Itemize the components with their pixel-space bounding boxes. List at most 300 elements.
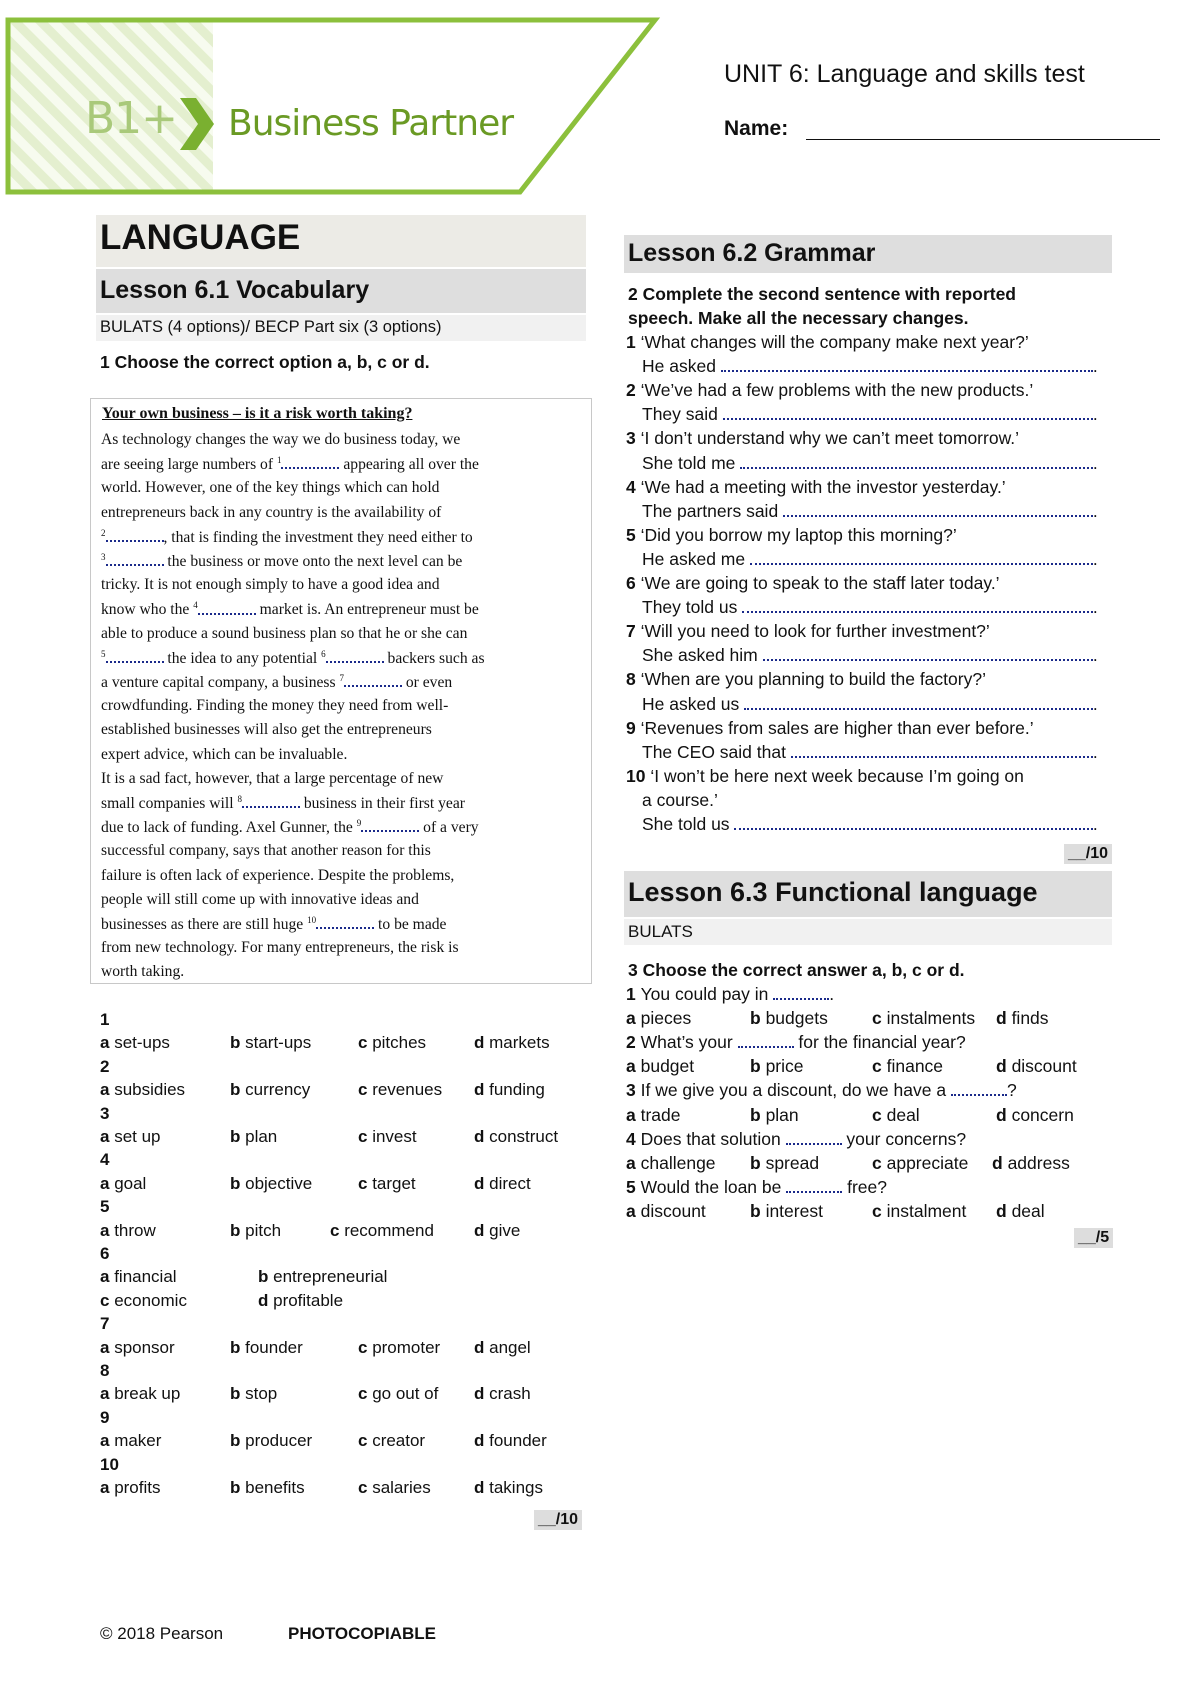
passage-text-run: of a very [419,819,479,837]
stem-text: . [829,984,835,1004]
option-letter: b [750,1056,766,1077]
option-text: construct [489,1127,559,1146]
option-letter: a [626,1200,641,1221]
lesson-subtitle-bar [96,315,586,341]
option-letter: d [474,1431,490,1451]
answer-option[interactable] [230,1384,277,1404]
option-text: give [489,1220,521,1240]
option-letter: a [100,1127,115,1146]
passage-text-run: the idea to any potential [163,649,322,667]
option-letter: a [100,1384,115,1404]
option-letter: a [100,1267,115,1287]
passage-text-run: small companies will [101,795,238,813]
answer-option[interactable] [358,1127,417,1147]
quote-text: ‘I don’t understand why we can’t meet tomorrow.’ [640,428,1019,449]
item-number: 2 [626,380,641,401]
option-letter: d [996,1056,1012,1077]
answer-option[interactable] [258,1267,387,1287]
answer-option[interactable] [474,1338,531,1358]
answer-option[interactable] [750,1153,819,1174]
answer-option[interactable] [230,1478,305,1498]
grammar-quote [626,477,1006,498]
end-period: . [1092,548,1098,569]
option-text: invest [372,1127,417,1146]
answer-gap[interactable] [106,528,164,542]
answer-option[interactable] [474,1431,547,1451]
answer-option[interactable] [100,1338,175,1358]
passage-text-run: are seeing large numbers of [101,456,277,474]
quote-text: ‘Will you need to look for further investment?’ [640,621,990,642]
section-heading-language [96,215,586,267]
answer-option[interactable] [872,1056,943,1077]
passage-line [101,746,347,764]
option-text: budgets [765,1008,828,1029]
quote-text: ‘We’ve had a few problems with the new products.’ [640,380,1034,401]
passage-text-run: tricky. It is not enough simply to have a good idea and [101,576,440,594]
answer-option[interactable] [358,1384,438,1404]
answer-option[interactable] [358,1338,440,1358]
item-number: 6 [626,573,641,593]
option-letter: b [230,1220,246,1240]
answer-option[interactable] [358,1174,416,1194]
answer-option[interactable] [100,1080,185,1100]
end-period: . [1092,693,1098,714]
answer-option[interactable] [750,1105,799,1126]
passage-text-run: appearing all over the [339,456,479,474]
answer-option[interactable] [230,1127,277,1147]
answer-option[interactable] [100,1221,156,1241]
answer-option[interactable] [872,1201,966,1222]
passage-text-run: able to produce a sound business plan so that he or she can [101,624,468,642]
answer-option[interactable] [626,1008,691,1029]
name-label: Name: [724,117,789,140]
option-text: revenues [372,1080,443,1100]
stem-text: free? [842,1176,887,1197]
answer-gap[interactable] [344,673,402,687]
grammar-answer-line [642,501,1098,522]
passage-line [101,431,460,449]
answer-option[interactable] [474,1033,550,1053]
grammar-quote-cont: a course.’ [642,789,718,810]
answer-option[interactable] [100,1127,161,1147]
item-number: 3 [626,1080,641,1101]
grammar-answer-line [642,645,1098,666]
gap-number: 1 [276,455,282,466]
lesson-title: Lesson 6.1 Vocabulary [100,276,370,304]
item-number: 1 [626,984,641,1004]
lead-text: She told us [642,814,735,834]
answer-option[interactable] [358,1431,425,1451]
option-text: pitch [245,1220,282,1240]
item-number: 2 [626,1032,641,1053]
answer-option[interactable] [100,1174,146,1194]
passage-line [101,649,485,668]
option-letter: d [992,1152,1008,1173]
option-letter: d [258,1290,274,1310]
passage-line [101,552,462,571]
item-number: 4 [626,1128,641,1149]
option-text: discount [640,1200,706,1221]
gap-number: 3 [101,552,106,562]
answer-option[interactable] [474,1080,545,1100]
question-number: 2 [100,1056,110,1076]
answer-option[interactable] [100,1431,161,1451]
option-text: producer [245,1431,313,1451]
passage-line [101,528,473,547]
question-stem [626,1177,887,1198]
grammar-quote [626,669,986,690]
option-letter: b [230,1080,246,1100]
answer-gap[interactable] [361,818,419,832]
stem-text: your concerns? [841,1128,967,1149]
answer-gap[interactable] [773,986,829,1000]
passage-text-run: business in their first year [299,795,465,813]
option-letter: c [358,1080,373,1100]
passage-text-run: , that is finding the investment they need either to [163,528,473,546]
question-number: 7 [100,1314,110,1334]
lesson-heading-grammar [624,235,1112,273]
option-letter: c [358,1384,373,1404]
passage-line [101,939,459,957]
stem-text: Would the loan be [640,1176,787,1197]
option-letter: b [230,1431,246,1451]
question-number: 5 [100,1197,110,1217]
answer-option[interactable] [750,1008,828,1029]
option-letter: b [230,1127,246,1146]
option-text: budget [640,1056,695,1077]
unit-title: UNIT 6: Language and skills test [724,60,1085,88]
answer-gap[interactable] [951,1082,1007,1096]
option-text: entrepreneurial [273,1267,388,1287]
answer-gap[interactable] [750,551,1093,565]
option-text: salaries [372,1478,431,1497]
passage-text-run: worth taking. [101,963,185,981]
answer-gap[interactable] [740,455,1093,469]
answer-option[interactable] [872,1153,968,1174]
passage-line [101,455,479,474]
option-letter: d [474,1033,490,1053]
option-letter: b [750,1152,766,1173]
answer-gap[interactable] [744,696,1093,710]
answer-gap[interactable] [786,1131,842,1145]
answer-gap[interactable] [106,649,164,663]
answer-gap[interactable] [326,649,384,663]
lead-text: The partners said [642,500,784,521]
passage-line [101,770,443,788]
passage-text-run: As technology changes the way we do business today, we [101,431,461,448]
answer-option[interactable] [100,1384,180,1404]
gap-number: 6 [321,648,326,659]
option-letter: a [100,1080,115,1100]
answer-gap[interactable] [721,358,1093,372]
item-number: 5 [626,524,641,545]
option-text: spread [765,1152,820,1173]
lead-text: He asked me [642,548,750,569]
end-period: . [1092,500,1098,521]
grammar-answer-line [642,694,1098,715]
passage-title: Your own business – is it a risk worth taking? [102,405,413,422]
name-field-line[interactable] [806,139,1160,140]
option-text: concern [1011,1104,1074,1125]
answer-gap[interactable] [316,915,374,929]
answer-option[interactable] [258,1291,343,1311]
option-text: set-ups [114,1033,170,1053]
option-text: target [372,1173,416,1193]
lead-text: They said [642,404,723,425]
quote-text: ‘What changes will the company make next year?’ [640,332,1029,352]
question-number: 9 [100,1407,110,1427]
option-letter: b [230,1173,246,1193]
answer-option[interactable] [358,1080,442,1100]
grammar-quote [626,380,1033,401]
passage-text-run: people will still come up with innovative ideas and [101,890,419,908]
option-text: address [1007,1152,1070,1173]
answer-option[interactable] [996,1105,1074,1126]
option-letter: c [358,1127,373,1146]
answer-option[interactable] [996,1056,1077,1077]
option-letter: c [872,1104,887,1125]
answer-option[interactable] [474,1221,520,1241]
option-text: goal [114,1173,147,1193]
passage-line [101,842,431,860]
option-letter: c [330,1220,345,1240]
answer-option[interactable] [626,1153,716,1174]
lesson-subtitle: BULATS (4 options)/ BECP Part six (3 options) [100,318,442,336]
passage-text-run: market is. An entrepreneur must be [255,601,479,619]
gap-number: 10 [307,915,317,925]
option-letter: a [100,1173,115,1193]
quote-text: ‘I won’t be here next week because I’m going on [650,765,1024,786]
answer-option[interactable] [626,1201,706,1222]
answer-option[interactable] [750,1201,823,1222]
grammar-answer-line [642,549,1098,570]
passage-text-run: world. However, one of the key things which can hold [101,479,440,497]
gap-number: 4 [193,600,198,611]
passage-line [101,721,432,739]
option-text: finance [886,1056,944,1077]
end-period: . [1092,741,1098,762]
grammar-answer-line [642,404,1098,425]
option-letter: a [626,1104,641,1125]
option-letter: d [474,1127,490,1146]
question-stem [626,1129,966,1150]
option-letter: d [996,1104,1012,1125]
answer-gap[interactable] [791,744,1093,758]
answer-gap[interactable] [106,552,164,566]
passage-text-run: crowdfunding. Finding the money they need from well- [101,697,449,715]
option-text: sponsor [114,1337,175,1357]
answer-option[interactable] [100,1291,187,1311]
passage-line [101,915,446,934]
answer-option[interactable] [230,1338,303,1358]
grammar-quote [626,766,1024,787]
stem-text: You could pay in [640,984,774,1004]
section-title: LANGUAGE [100,218,301,257]
option-letter: c [872,1200,887,1221]
option-text: start-ups [245,1033,312,1053]
end-period: . [1092,645,1098,666]
answer-option[interactable] [474,1127,558,1147]
grammar-quote [626,332,1029,353]
lesson-heading-vocabulary [96,269,586,313]
grammar-answer-line [642,814,1098,835]
question-number: 10 [100,1454,119,1474]
vocabulary-instruction: 1 Choose the correct option a, b, c or d. [100,352,430,372]
option-letter: a [626,1056,641,1077]
option-text: pitches [372,1033,427,1053]
answer-option[interactable] [230,1080,310,1100]
answer-option[interactable] [474,1478,543,1498]
item-number: 9 [626,717,641,738]
option-text: appreciate [886,1152,969,1173]
answer-option[interactable] [230,1174,312,1194]
passage-line [101,673,452,692]
item-number: 10 [626,765,651,786]
option-letter: c [872,1008,887,1029]
grammar-answer-line [642,597,1098,618]
passage-line [101,576,440,594]
answer-option[interactable] [100,1267,177,1287]
answer-option[interactable] [474,1384,531,1404]
option-letter: c [358,1173,373,1193]
passage-text-run: It is a sad fact, however, that a large percentage of new [101,769,444,787]
answer-gap[interactable] [723,406,1093,420]
gap-number: 5 [101,648,106,659]
answer-gap[interactable] [734,816,1092,830]
lesson-heading-functional [624,871,1112,917]
lesson-title: Lesson 6.2 Grammar [628,239,876,267]
option-text: crash [489,1384,531,1404]
option-text: promoter [372,1337,441,1357]
option-text: deal [886,1104,920,1125]
question-stem [626,1032,966,1053]
answer-option[interactable] [626,1105,681,1126]
answer-gap[interactable] [742,599,1093,613]
answer-option[interactable] [872,1008,975,1029]
photocopiable-label: PHOTOCOPIABLE [288,1624,436,1643]
grammar-quote [626,525,957,546]
passage-text-run: know who the [101,601,194,619]
answer-gap[interactable] [281,455,339,469]
answer-option[interactable] [330,1221,434,1241]
stem-text: for the financial year? [793,1032,966,1053]
end-period: . [1092,452,1098,473]
option-text: finds [1011,1008,1049,1029]
answer-option[interactable] [230,1431,312,1451]
brand-name: Business Partner [228,103,514,144]
quote-text: ‘When are you planning to build the factory?’ [640,669,986,690]
option-letter: a [626,1152,641,1173]
option-text: funding [489,1080,545,1100]
item-number: 1 [626,332,641,352]
grammar-instruction-line1: 2 Complete the second sentence with reported [628,284,1016,304]
answer-option[interactable] [230,1221,281,1241]
option-letter: d [474,1173,490,1193]
quote-text: ‘We are going to speak to the staff later today.’ [640,573,1000,593]
answer-option[interactable] [750,1056,804,1077]
answer-option[interactable] [872,1105,920,1126]
question-number: 4 [100,1150,110,1170]
option-text: direct [489,1173,531,1193]
answer-option[interactable] [230,1033,311,1053]
option-text: pieces [640,1008,692,1029]
grammar-answer-line [642,453,1098,474]
end-period: . [1092,814,1098,834]
answer-option[interactable] [992,1153,1070,1174]
option-text: discount [1011,1056,1077,1077]
passage-line [101,794,465,813]
passage-text-run: a venture capital company, a business [101,674,340,692]
answer-option[interactable] [474,1174,531,1194]
question-number: 8 [100,1361,110,1380]
end-period: . [1092,597,1098,618]
option-letter: c [872,1056,887,1077]
answer-option[interactable] [100,1033,170,1053]
score-box: __/5 [1074,1228,1113,1248]
answer-gap[interactable] [198,601,256,615]
option-letter: d [474,1478,490,1497]
passage-text-run: businesses as there are still huge [101,916,308,934]
answer-option[interactable] [996,1201,1045,1222]
passage-text-run: successful company, says that another reason for this [101,842,431,860]
passage-text-run: due to lack of funding. Axel Gunner, the [101,819,357,837]
lead-text: He asked us [642,693,745,714]
answer-gap[interactable] [783,503,1093,517]
option-letter: b [230,1033,246,1053]
passage-text-run: to be made [374,916,447,934]
answer-gap[interactable] [738,1034,794,1048]
answer-gap[interactable] [242,794,300,808]
option-letter: d [474,1080,490,1100]
option-text: financial [114,1267,177,1287]
grammar-quote [626,573,1000,594]
quote-text: ‘Revenues from sales are higher than ever before.’ [640,717,1034,738]
answer-option[interactable] [626,1056,694,1077]
option-letter: a [100,1478,115,1497]
option-letter: b [258,1267,274,1287]
gap-number: 8 [237,794,242,804]
end-period: . [1092,356,1098,377]
answer-option[interactable] [358,1033,426,1053]
lead-text: The CEO said that [642,741,791,762]
lesson-title: Lesson 6.3 Functional language [628,877,1038,907]
passage-text-run: the business or move onto the next level can be [163,553,463,571]
passage-line [101,867,454,885]
grammar-answer-line [642,356,1098,377]
option-text: trade [640,1104,681,1125]
passage-text-run: established businesses will also get the entrepreneurs [101,721,432,739]
answer-gap[interactable] [786,1179,842,1193]
gap-number: 7 [339,673,344,683]
option-text: economic [114,1290,187,1310]
grammar-quote [626,718,1034,739]
item-number: 8 [626,669,641,690]
option-letter: a [100,1220,115,1240]
option-text: plan [245,1127,278,1146]
question-number: 3 [100,1103,110,1123]
passage-line [101,818,479,837]
answer-gap[interactable] [763,647,1093,661]
lead-text: They told us [642,597,743,618]
question-number: 6 [100,1244,110,1263]
passage-line [101,697,448,715]
answer-option[interactable] [100,1478,160,1498]
option-letter: b [230,1384,246,1404]
grammar-quote [626,428,1019,449]
option-text: profitable [273,1290,344,1310]
answer-option[interactable] [996,1008,1049,1029]
answer-option[interactable] [358,1478,431,1498]
